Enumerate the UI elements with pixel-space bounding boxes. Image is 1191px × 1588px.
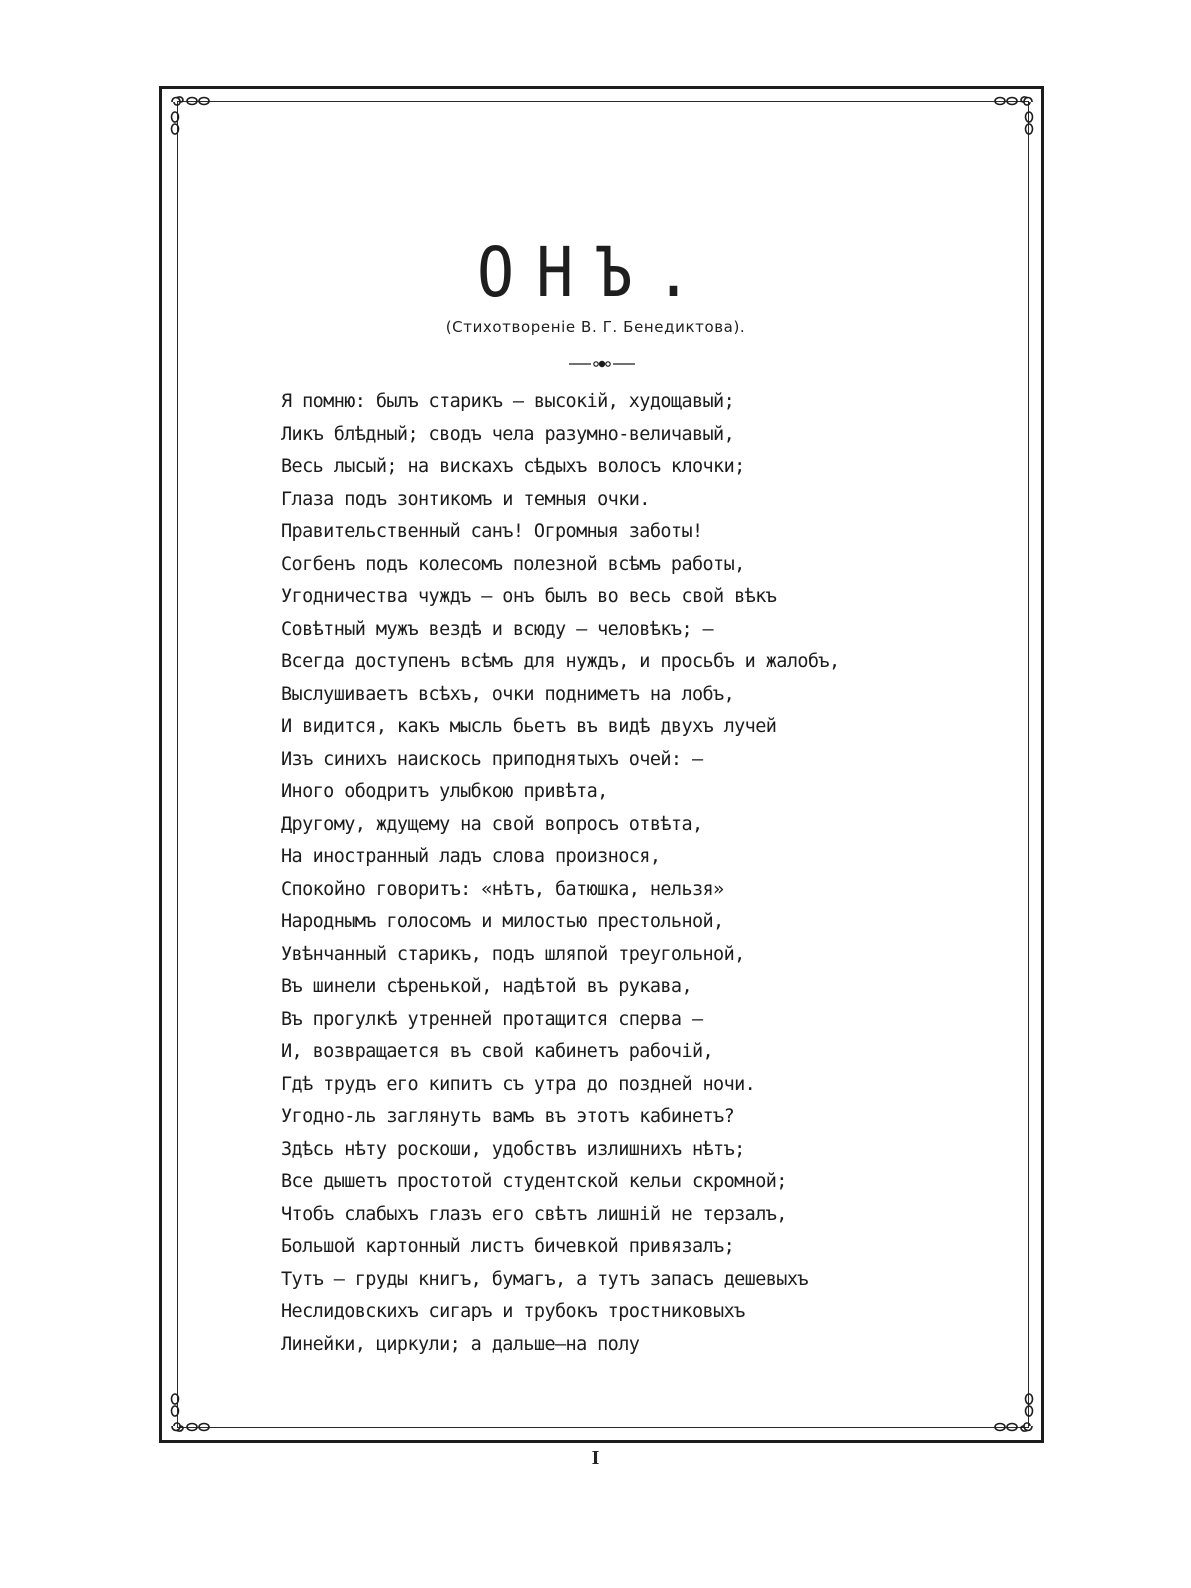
page-number: I: [591, 1447, 600, 1469]
poem-body: [281, 386, 961, 1361]
poem-line: Ликъ блѣдный; сводъ чела разумно-величавый,: [281, 423, 735, 445]
poem-line: Угодничества чуждъ — онъ былъ во весь свой вѣкъ: [281, 586, 777, 607]
flourish-icon: [990, 90, 1040, 140]
flourish-icon: [164, 1388, 214, 1438]
poem-line: Весь лысый; на вискахъ сѣдыхъ волосъ клочки;: [281, 456, 745, 477]
divider-ornament-icon: [567, 357, 637, 371]
poem-line: Глаза подъ зонтикомъ и темныя очки.: [281, 488, 650, 510]
flourish-icon: [990, 1388, 1040, 1438]
poem-line: Въ прогулкѣ утренней протащится сперва —: [281, 1008, 703, 1030]
corner-ornament-bottom-right: [990, 1388, 1040, 1438]
poem-line: Чтобъ слабыхъ глазъ его свѣтъ лишній не терзалъ,: [281, 1203, 787, 1225]
poem-line: Изъ синихъ наискось приподнятыхъ очей: —: [281, 748, 703, 770]
flourish-icon: [164, 90, 214, 140]
poem-line: Линейки, циркули; а дальше—на полу: [281, 1333, 640, 1355]
poem-line: Увѣнчанный старикъ, подъ шляпой треугольной,: [281, 943, 745, 965]
poem-line: Неслидовскихъ сигаръ и трубокъ тростниковыхъ: [281, 1301, 745, 1322]
poem-line: Правительственный санъ! Огромныя заботы!: [281, 521, 703, 542]
poem-line: Выслушиваетъ всѣхъ, очки подниметъ на лобъ,: [281, 683, 735, 705]
poem-line: Здѣсь нѣту роскоши, удобствъ излишнихъ нѣтъ;: [281, 1138, 745, 1160]
poem-line: Я помню: былъ старикъ — высокій, худощавый;: [281, 391, 735, 412]
poem-line: Угодно-ль заглянуть вамъ въ этотъ кабинетъ?: [281, 1106, 735, 1127]
poem-line: Въ шинели сѣренькой, надѣтой въ рукава,: [281, 976, 692, 997]
poem-line: На иностранный ладъ слова произнося,: [281, 846, 661, 867]
poem-line: Совѣтный мужъ вездѣ и всюду — человѣкъ; —: [281, 618, 714, 640]
poem-line: Спокойно говоритъ: «нѣтъ, батюшка, нельзя»: [281, 878, 724, 900]
poem-line: Гдѣ трудъ его кипитъ съ утра до поздней ночи.: [281, 1073, 756, 1095]
poem-line: И видится, какъ мысль бьетъ въ видѣ двухъ лучей: [281, 716, 777, 737]
poem-line: Всегда доступенъ всѣмъ для нуждъ, и просьбъ и жалобъ,: [281, 651, 840, 672]
corner-ornament-top-right: [990, 90, 1040, 140]
poem-subtitle: (Стихотвореніе В. Г. Бенедиктова).: [445, 318, 746, 336]
poem-line: И, возвращается въ свой кабинетъ рабочій,: [281, 1041, 714, 1062]
poem-line: Тутъ — груды книгъ, бумагъ, а тутъ запасъ дешевыхъ: [281, 1268, 808, 1290]
poem-title: ОНЪ.: [476, 232, 715, 313]
poem-line: Иного ободритъ улыбкою привѣта,: [281, 781, 608, 802]
corner-ornament-top-left: [164, 90, 214, 140]
poem-line: Все дышетъ простотой студентской кельи скромной;: [281, 1171, 787, 1192]
poem-line: Согбенъ подъ колесомъ полезной всѣмъ работы,: [281, 553, 745, 575]
poem-line: Народнымъ голосомъ и милостью престольной,: [281, 911, 724, 932]
corner-ornament-bottom-left: [164, 1388, 214, 1438]
poem-line: Большой картонный листъ бичевкой привязалъ;: [281, 1236, 735, 1257]
poem-line: Другому, ждущему на свой вопросъ отвѣта,: [281, 813, 703, 835]
